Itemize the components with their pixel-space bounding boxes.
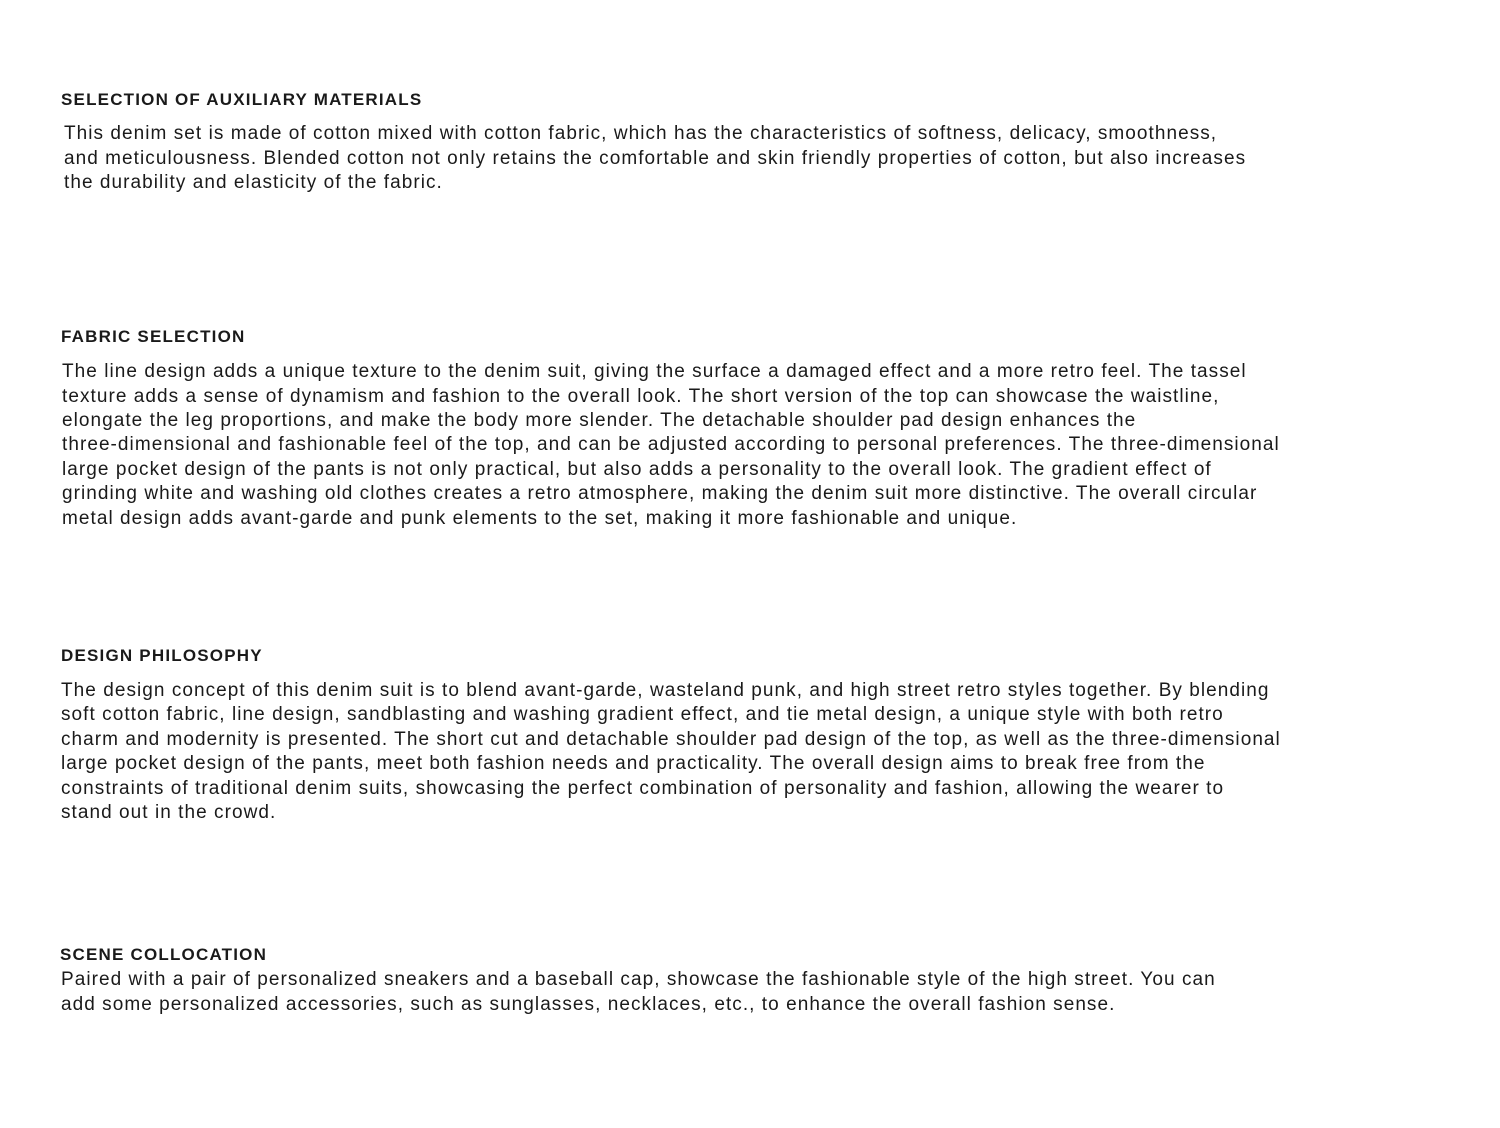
paragraph-line: charm and modernity is presented. The short cut and detachable shoulder pad design of the top, as well as the three-dimensional <box>61 729 1281 750</box>
paragraph-line: grinding white and washing old clothes creates a retro atmosphere, making the denim suit more distinctive. The overall circular <box>62 483 1258 504</box>
paragraph-line: metal design adds avant-garde and punk elements to the set, making it more fashionable and unique. <box>62 508 1018 529</box>
paragraph-line: Paired with a pair of personalized sneakers and a baseball cap, showcase the fashionable style of the high street. You can <box>61 969 1216 990</box>
paragraph-line: soft cotton fabric, line design, sandblasting and washing gradient effect, and tie metal design, a unique style with both retro <box>61 704 1224 725</box>
paragraph-line: texture adds a sense of dynamism and fashion to the overall look. The short version of the top can showcase the waistline, <box>62 386 1220 407</box>
paragraph-line: large pocket design of the pants, meet both fashion needs and practicality. The overall design aims to break free from the <box>61 753 1206 774</box>
section-heading: SELECTION OF AUXILIARY MATERIALS <box>61 90 423 109</box>
paragraph-line: the durability and elasticity of the fabric. <box>64 172 443 193</box>
paragraph-line: large pocket design of the pants is not only practical, but also adds a personality to the overall look. The gradient effect of <box>62 459 1212 480</box>
section-heading: FABRIC SELECTION <box>61 327 246 346</box>
paragraph-line: and meticulousness. Blended cotton not only retains the comfortable and skin friendly properties of cotton, but also increases <box>64 148 1247 169</box>
paragraph-line: constraints of traditional denim suits, showcasing the perfect combination of personality and fashion, allowing the wearer to <box>61 778 1225 799</box>
paragraph-line: The design concept of this denim suit is to blend avant-garde, wasteland punk, and high street retro styles together. By blending <box>61 680 1270 701</box>
paragraph-line: add some personalized accessories, such as sunglasses, necklaces, etc., to enhance the overall fashion sense. <box>61 994 1116 1015</box>
section-heading: SCENE COLLOCATION <box>60 945 268 964</box>
paragraph-line: The line design adds a unique texture to the denim suit, giving the surface a damaged effect and a more retro feel. The tassel <box>62 361 1247 382</box>
paragraph-line: three-dimensional and fashionable feel of the top, and can be adjusted according to personal preferences. The three-dimensional <box>62 434 1280 455</box>
section-heading: DESIGN PHILOSOPHY <box>61 646 263 665</box>
paragraph-line: stand out in the crowd. <box>61 802 277 823</box>
paragraph-line: This denim set is made of cotton mixed with cotton fabric, which has the characteristics of softness, delicacy, smoothness, <box>64 123 1218 144</box>
paragraph-line: elongate the leg proportions, and make the body more slender. The detachable shoulder pad design enhances the <box>62 410 1137 431</box>
